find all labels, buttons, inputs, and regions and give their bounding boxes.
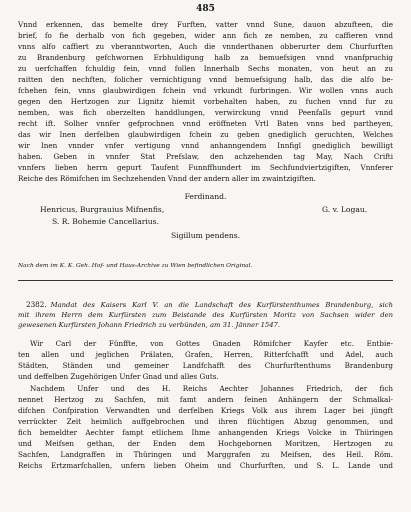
text-line: und deffelben Zugehörigen Unfer Gnad und alles Guts.	[18, 372, 219, 381]
seal-note: Sigillum pendens.	[170, 231, 241, 240]
signer-right: G. v. Logau.	[322, 205, 368, 214]
text-line: fich bemeldter Aechter fampt etlichem Ihme anhangenden Kriegs Volcke in Thüringen	[18, 428, 393, 437]
signer-left: Henricus, Burgrauius Mifnenfis,	[40, 205, 165, 214]
text-line: zu Brandenburg gefchwornen Erbhuldigung halb za bemuefsigen vnnd vnanfpruchig	[18, 53, 393, 62]
text-line: Vnnd erkennen, das bemelte drey Furften, vatter vnnd Sune, dauon abzufteen, die	[18, 20, 393, 29]
text-line: brief, fo fie derhalb von fich gegeben, wider ann fich ze nemben, zu caffieren vnnd	[18, 31, 393, 40]
text-line: nennet Hertzog zu Sachfen, mit famt andern feinen Anhängern der Schmalkal-	[18, 395, 393, 404]
text-line: nemben, was fich oberzelten handdlungen, verwirckung vnnd Peenfalls gepurt vnnd	[18, 108, 393, 117]
heading-line: gewesenen Kurfürsten Johann Friedrich zu verbünden, am 31. Jänner 1547.	[18, 321, 281, 329]
heading-line: mit ihrem Herrn dem Kurfürsten zum Beistande des Kurfürsten Moritz von Sachsen wider den	[18, 311, 393, 319]
text-line: Sachfen, Landgraffen in Thüringen und Marggrafen zu Meifsen, des Heil. Röm.	[18, 450, 393, 459]
text-line: fchehen fein, vnns glaubwirdigen fchein vnd vrkundt furbringen. Wir wollen vnns auch	[18, 86, 393, 95]
page-number: 485	[196, 4, 215, 14]
document-number: 2382.	[26, 300, 47, 309]
text-line: das wir Inen derfelben glaubwirdigen fchein zu geben gnediglich geruchten, Welches	[18, 130, 393, 139]
text-line: Reichs Ertzmarfchallen, unfern lieben Oheim und Churfurften, und S. L. Lande und	[18, 461, 393, 470]
text-line: Reiche des Römifchen im Sechzehenden Vnnd der andern aller im zwaintzigiften.	[18, 174, 316, 183]
text-line: ten allen und jeglichen Prälaten, Grafen, Herren, Ritterfchafft und Adel, auch	[18, 350, 393, 359]
text-line: Wir Carl der Fünffte, von Gottes Gnaden Römifcher Kayfer etc. Entbie-	[30, 339, 393, 348]
text-line: recht ift. Solher vnnfer gefprochnen vnnd eröffneten Vrtl Baten vnns bed partheyen,	[18, 119, 393, 128]
text-line: haben. Geben in vnnfer Stat Prefslaw, den achzehenden tag May, Nach Crifti	[18, 152, 393, 161]
text-line: zu uerfchaffen fchuldig fein, vnnd follen Innerhalb Sechs monaten, von heut an zu	[18, 64, 393, 73]
text-line: und Meifsen gethan, der Enden dem Hochgebornen Moritzen, Hertzogen zu	[18, 439, 393, 448]
text-line: wir Inen vnnder vnfer vertigung vnnd anhanngendem Innfigl gnediglich bewilligt	[18, 141, 393, 150]
text-line: vnns alfo caffiert zu vberanntworten, Auch die vnnderthanen obberurter dem Churfurften	[18, 42, 393, 51]
text-line: verrückter Zeit heimlich auffgebrochen und ihren flüchtigen Abzug genommen, und	[18, 417, 393, 426]
section-divider	[18, 280, 393, 281]
heading-line	[26, 300, 393, 310]
text-line: difchen Confpiration Verwandten und derfelben Kriegs Volk aus ihrem Lager bei jüngft	[18, 406, 393, 415]
text-line: Städten, Ständen und gemeiner Landfchafft des Churfurftenthums Brandenburg	[18, 361, 393, 370]
text-line: vnnfers lieben herrn gepurt Taufent Funnffhundert im Sechfundviertzigiften, Vnnferer	[18, 163, 393, 172]
signer-office: S. R. Bohemie Cancellarius.	[52, 217, 159, 226]
archive-source-note: Nach dem im K. K. Geh. Hof- und Haus-Archive zu Wien befindlichen Original.	[18, 263, 253, 269]
text-line: Nachdem Unfer und des H. Reichs Aechter Johannes Friedrich, der fich	[30, 384, 393, 393]
text-line: gegen den Hertzogen zur Lignitz hiemit vorbehalten haben, zu fuchen vnnd fur zu	[18, 97, 393, 106]
heading-text: Mandat des Kaisers Karl V. an die Landschaft des Kurfürstenthumes Brandenburg, sich	[50, 301, 393, 309]
text-line: raitten den nechften, folicher vernichtigung vnnd bemuefsigung halb, das die alfo be-	[18, 75, 393, 84]
ruler-signature: Ferdinand.	[184, 192, 227, 201]
